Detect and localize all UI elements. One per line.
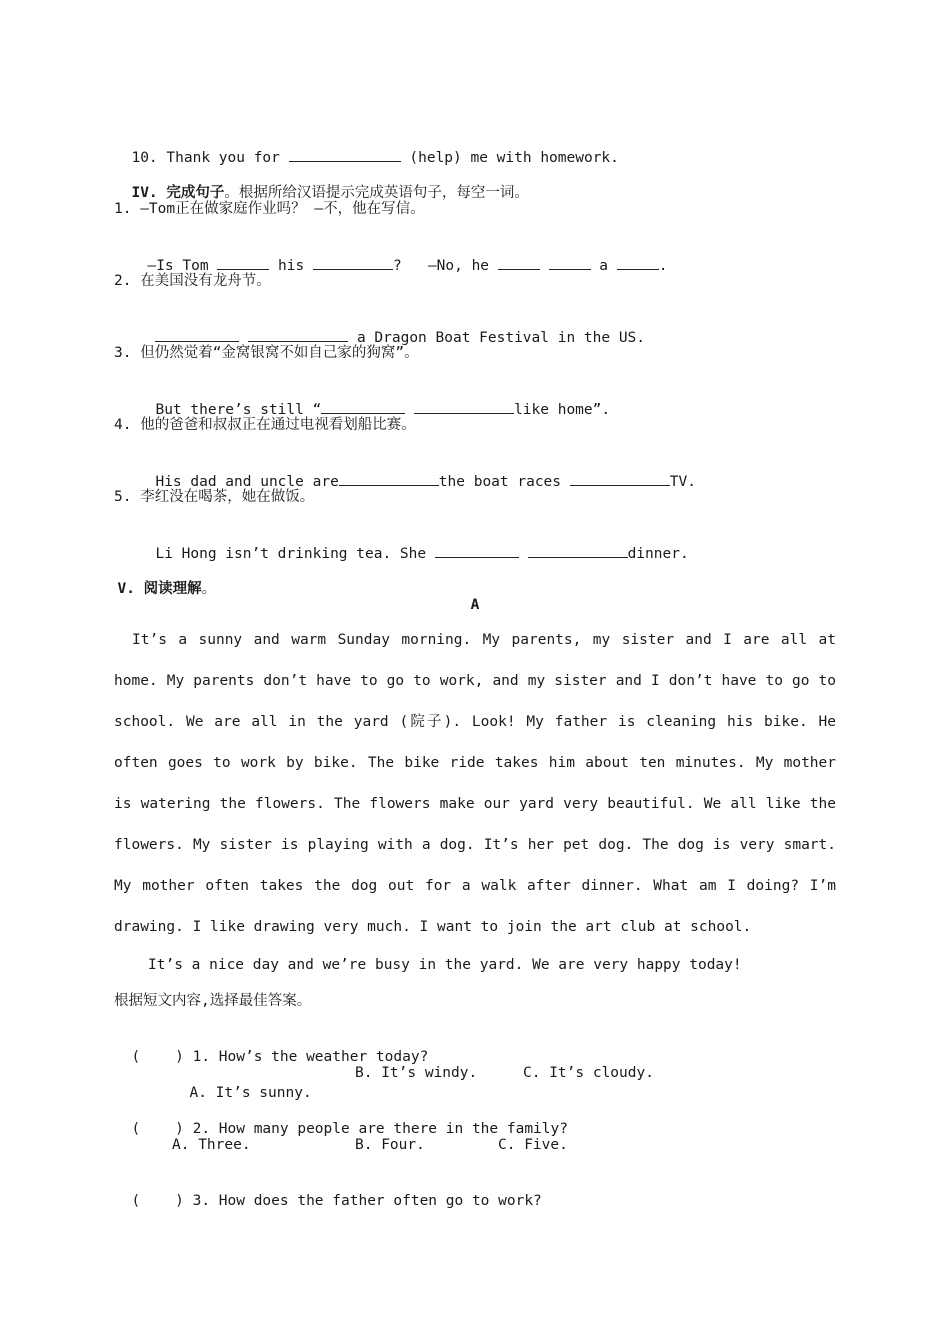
answer-blank[interactable] — [313, 255, 393, 270]
sentence-prompt-3: 3. 但仍然觉着“金窝银窝不如自己家的狗窝”。 — [114, 345, 419, 361]
text: dinner. — [627, 546, 689, 562]
question-1 — [114, 1027, 428, 1067]
section-number: V. — [117, 581, 135, 597]
section-heading-iv — [114, 163, 529, 203]
text: But there’s still “ — [155, 402, 322, 418]
passage-paragraph-2: It’s a nice day and we’re busy in the yard. We are very happy today! — [148, 957, 742, 973]
option: C. It’s cloudy. — [523, 1065, 654, 1081]
section-title: 完成句子 — [166, 185, 225, 201]
sentence-prompt-5: 5. 李红没在喝茶，她在做饭。 — [114, 489, 315, 505]
reading-passage — [114, 620, 836, 948]
section-title: 阅读理解 — [143, 581, 202, 597]
answer-blank[interactable] — [570, 471, 670, 486]
question-text: 3. How does the father often go to work? — [192, 1193, 542, 1209]
sentence-prompt-4: 4. 他的爸爸和叔叔正在通过电视看划船比赛。 — [114, 417, 416, 433]
answer-blank[interactable] — [528, 543, 628, 558]
option: A. It’s sunny. — [189, 1085, 312, 1101]
text: like home”. — [514, 402, 611, 418]
answer-blank[interactable] — [498, 255, 540, 270]
text: —Is Tom — [147, 258, 209, 274]
sentence-answer-4 — [138, 451, 696, 492]
sentence-prompt-1: 1. —Tom正在做家庭作业吗？ —不，他在写信。 — [114, 201, 425, 217]
option: B. Four. — [355, 1137, 425, 1153]
option: A. Three. — [172, 1137, 251, 1153]
text: Li Hong isn’t drinking tea. She — [155, 546, 427, 562]
question-text: 2. How many people are there in the family? — [192, 1121, 568, 1137]
section-heading-v — [100, 559, 216, 599]
answer-parentheses[interactable]: ( ) — [131, 1193, 184, 1209]
text: the boat races — [438, 474, 562, 490]
text: ? — [392, 258, 402, 274]
answer-blank[interactable] — [549, 255, 591, 270]
sentence-answer-1 — [130, 235, 667, 276]
option: B. It’s windy. — [355, 1065, 478, 1081]
text: his — [278, 258, 305, 274]
answer-blank[interactable] — [414, 399, 514, 414]
question-3 — [114, 1171, 542, 1211]
question-2 — [114, 1099, 568, 1139]
section-instructions: 。根据所给汉语提示完成英语句子，每空一词。 — [224, 185, 529, 201]
options-1 — [172, 1063, 312, 1103]
section-number: IV. — [131, 185, 158, 201]
answer-blank[interactable] — [248, 327, 348, 342]
option: C. Five. — [498, 1137, 568, 1153]
text: —No, he — [427, 258, 490, 274]
section-instructions: 。 — [201, 581, 217, 597]
answer-blank[interactable] — [217, 255, 269, 270]
answer-blank[interactable] — [321, 399, 405, 414]
question-instruction: 根据短文内容,选择最佳答案。 — [114, 993, 312, 1009]
sentence-answer-2 — [138, 307, 645, 348]
text: TV. — [669, 474, 696, 490]
answer-parentheses[interactable]: ( ) — [131, 1049, 184, 1065]
answer-blank[interactable] — [617, 255, 659, 270]
text: Thank you for — [166, 150, 280, 166]
sentence-answer-3 — [138, 379, 610, 420]
answer-parentheses[interactable]: ( ) — [131, 1121, 184, 1137]
sentence-prompt-2: 2. 在美国没有龙舟节。 — [114, 273, 271, 289]
text: . — [658, 258, 668, 274]
answer-blank[interactable] — [289, 147, 401, 162]
sentence-answer-5 — [138, 523, 689, 564]
question-text: 1. How’s the weather today? — [192, 1049, 429, 1065]
answer-blank[interactable] — [339, 471, 439, 486]
answer-blank[interactable] — [155, 327, 239, 342]
text: His dad and uncle are — [155, 474, 339, 490]
exercise-line-10 — [114, 127, 619, 168]
passage-title: A — [470, 597, 480, 613]
passage-paragraph: It’s a sunny and warm Sunday morning. My parents, my sister and I are all at home. My parents don’t have to go to work, and my sister and I don’t have to go to school. We are all in the yard (院子). Look! My father is cleaning his bike. He often goes to work by bike. The bike ride takes him about ten minutes. My mother is watering the flowers. The flowers make our yard very beautiful. We all like the flowers. My sister is playing with a dog. It’s her pet dog. The dog is very smart. My mother often takes the dog out for a walk after dinner. What am I doing? I’m drawing. I like drawing very much. I want to join the art club at school. — [114, 632, 836, 935]
text: (help) me with homework. — [409, 150, 619, 166]
answer-blank[interactable] — [435, 543, 519, 558]
item-number: 10. — [131, 150, 158, 166]
text: a — [599, 258, 608, 274]
text: a Dragon Boat Festival in the US. — [356, 330, 646, 346]
